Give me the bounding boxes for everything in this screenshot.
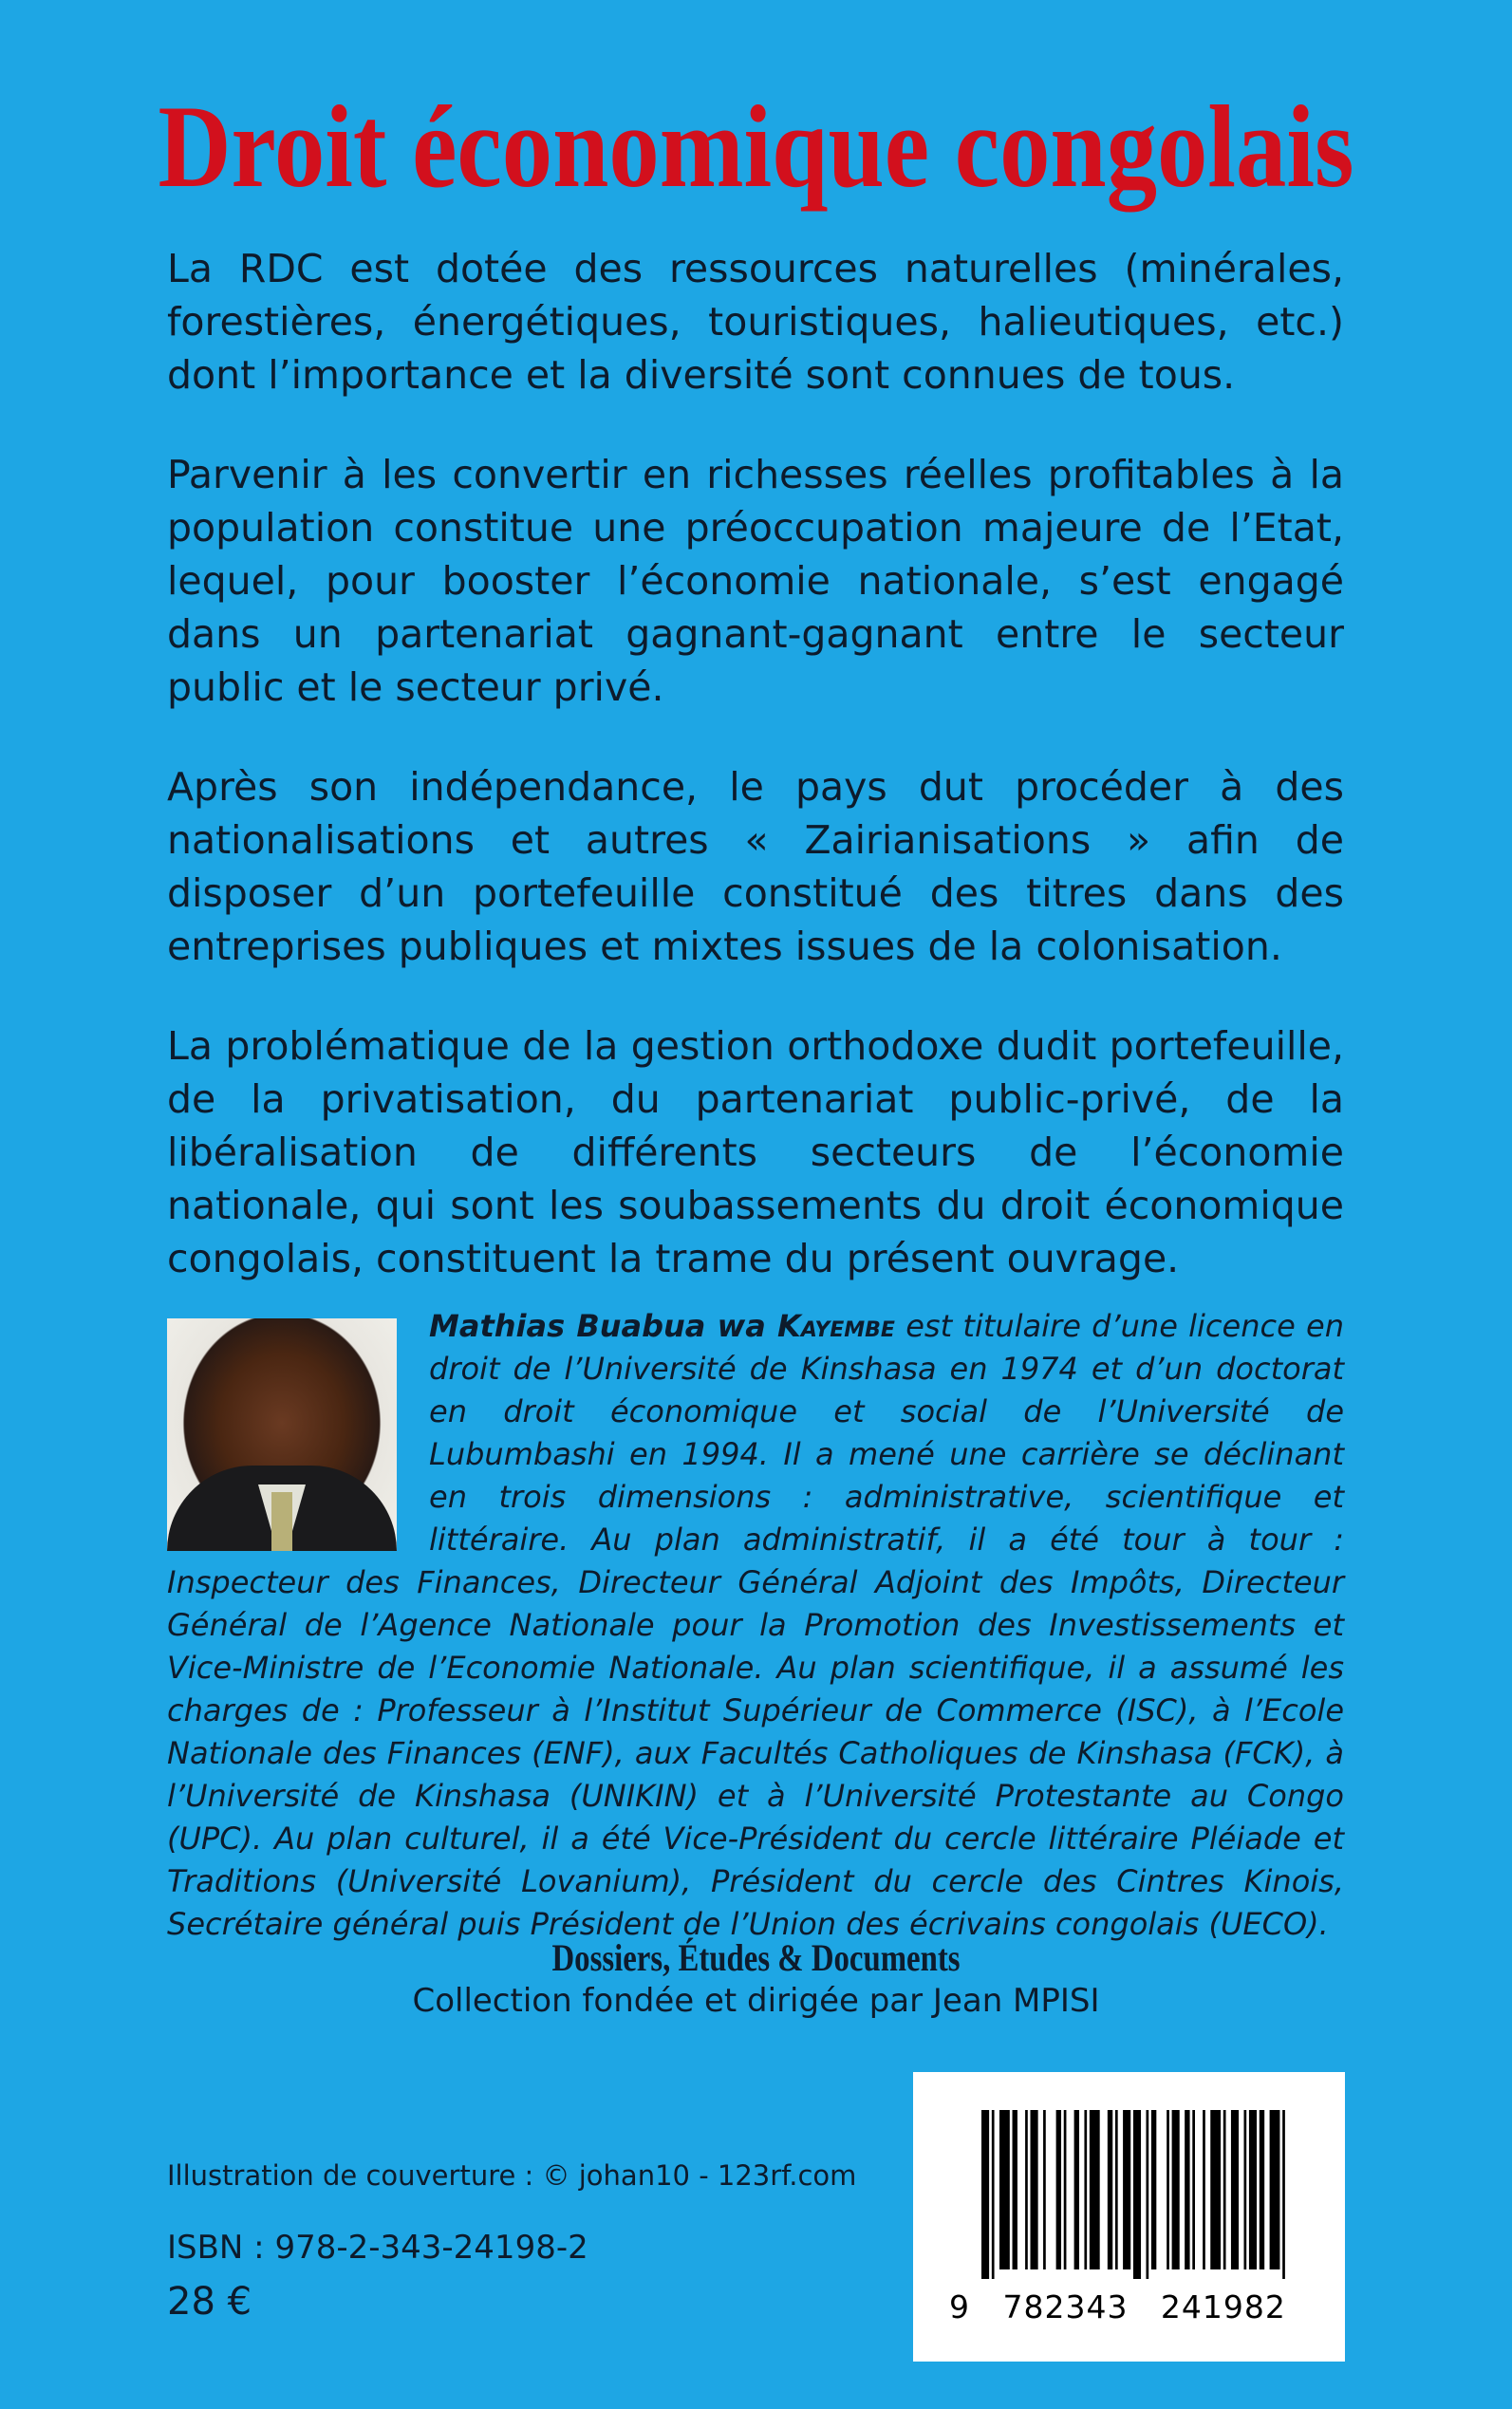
summary-paragraph-2: Parvenir à les convertir en richesses réelles profitables à la population constitue une préoccupation majeure de l’Etat, lequel, pour booster l’économie nationale, s’est engagé dans un partenariat gagnant-gagnant entre le secteur public et le secteur privé. (167, 452, 1344, 710)
barcode-bar-12 (1108, 2110, 1112, 2269)
barcode-bar-16 (1146, 2110, 1148, 2279)
summary-paragraph-4: La problématique de la gestion orthodoxe dudit portefeuille, de la privatisation, du partenariat public-privé, de la libéralisation de différents secteurs de l’économie nationale, qui sont les soubassements du droit économique congolais, constituent la trame du présent ouvrage. (167, 1023, 1344, 1281)
barcode (913, 2072, 1345, 2362)
isbn: ISBN : 978-2-343-24198-2 (167, 2229, 588, 2267)
author-biography (167, 1305, 1344, 1946)
barcode-bar-14 (1123, 2110, 1130, 2269)
barcode-bar-30 (1282, 2110, 1285, 2279)
barcode-bar-8 (1064, 2110, 1067, 2269)
barcode-bar-27 (1249, 2110, 1257, 2269)
barcode-bar-5 (1031, 2110, 1038, 2269)
barcode-bar-17 (1151, 2110, 1156, 2269)
price: 28 € (167, 2280, 252, 2324)
summary-paragraph-1: La RDC est dotée des ressources naturelles (minérales, forestières, énergétiques, touristiques, halieutiques, etc.) dont l’importance et la diversité sont connues de tous. (167, 246, 1344, 398)
book-title: Droit économique congolais (158, 82, 1354, 212)
barcode-bar-0 (981, 2110, 989, 2279)
collection-name: Dossiers, Études & Documents (551, 1936, 961, 1979)
photo-tie (271, 1492, 292, 1551)
author-first-names: Mathias Buabua wa (429, 1308, 778, 1344)
back-cover-summary (167, 242, 1344, 1332)
barcode-bar-24 (1223, 2110, 1226, 2269)
collection-subtitle: Collection fondée et dirigée par Jean MPISI (412, 1982, 1100, 2020)
barcode-bar-22 (1203, 2110, 1205, 2269)
barcode-bar-18 (1167, 2110, 1169, 2269)
barcode-bar-19 (1172, 2110, 1180, 2269)
barcode-bar-6 (1043, 2110, 1046, 2269)
author-photo (167, 1318, 397, 1551)
barcode-bar-7 (1056, 2110, 1061, 2269)
summary-paragraph-3: Après son indépendance, le pays dut procéder à des nationalisations et autres « Zairianisations » afin de disposer d’un portefeuille constitué des titres dans des entreprises publiques et mixtes issues de la colonisation. (167, 764, 1344, 969)
barcode-bar-13 (1115, 2110, 1118, 2269)
barcode-digits: 9 782343 241982 (949, 2288, 1286, 2325)
author-bio-text: est titulaire d’une licence en droit de l’Université de Kinshasa en 1974 et d’un doctorat en droit économique et social de l’Université de Lubumbashi en 1994. Il a mené une carrière se déclinant en trois dimensions : administrative, scientifique et littéraire. Au plan administratif, il a été tour à tour : Inspecteur des Finances, Directeur Général Adjoint des Impôts, Directeur Général de l’Agence Nationale pour la Promotion des Investissements et Vice-Ministre de l’Economie Nationale. Au plan scientifique, il a assumé les charges de : Professeur à l’Institut Supérieur de Commerce (ISC), à l’Ecole Nationale des Finances (ENF), aux Facultés Catholiques de Kinshasa (FCK), à l’Université de Kinshasa (UNIKIN) et à l’Université Protestante au Congo (UPC). Au plan culturel, il a été Vice-Président du cercle littéraire Pléiade et Traditions (Université Lovanium), Président du cercle des Cintres Kinois, Secrétaire général puis Président de l’Union des écrivains congolais (UECO). (167, 1308, 1345, 1942)
barcode-bar-1 (992, 2110, 995, 2279)
barcode-bar-26 (1244, 2110, 1247, 2269)
barcode-bar-3 (1013, 2110, 1017, 2269)
author-name (429, 1308, 895, 1344)
barcode-bar-4 (1025, 2110, 1028, 2269)
barcode-bar-25 (1231, 2110, 1239, 2269)
author-surname: Kayembe (777, 1308, 895, 1344)
barcode-bar-20 (1185, 2110, 1189, 2269)
barcode-bar-10 (1084, 2110, 1087, 2269)
barcode-bar-2 (999, 2110, 1010, 2269)
barcode-bar-15 (1133, 2110, 1141, 2279)
collection-info (0, 1936, 1512, 2022)
cover-illustration-credit: Illustration de couverture : © johan10 - 123rf.com (167, 2159, 857, 2192)
barcode-bar-28 (1260, 2110, 1264, 2269)
barcode-bar-23 (1210, 2110, 1221, 2269)
barcode-bar-21 (1192, 2110, 1195, 2269)
barcode-bar-29 (1270, 2110, 1280, 2269)
barcode-bar-11 (1090, 2110, 1100, 2269)
barcode-bar-9 (1074, 2110, 1079, 2269)
